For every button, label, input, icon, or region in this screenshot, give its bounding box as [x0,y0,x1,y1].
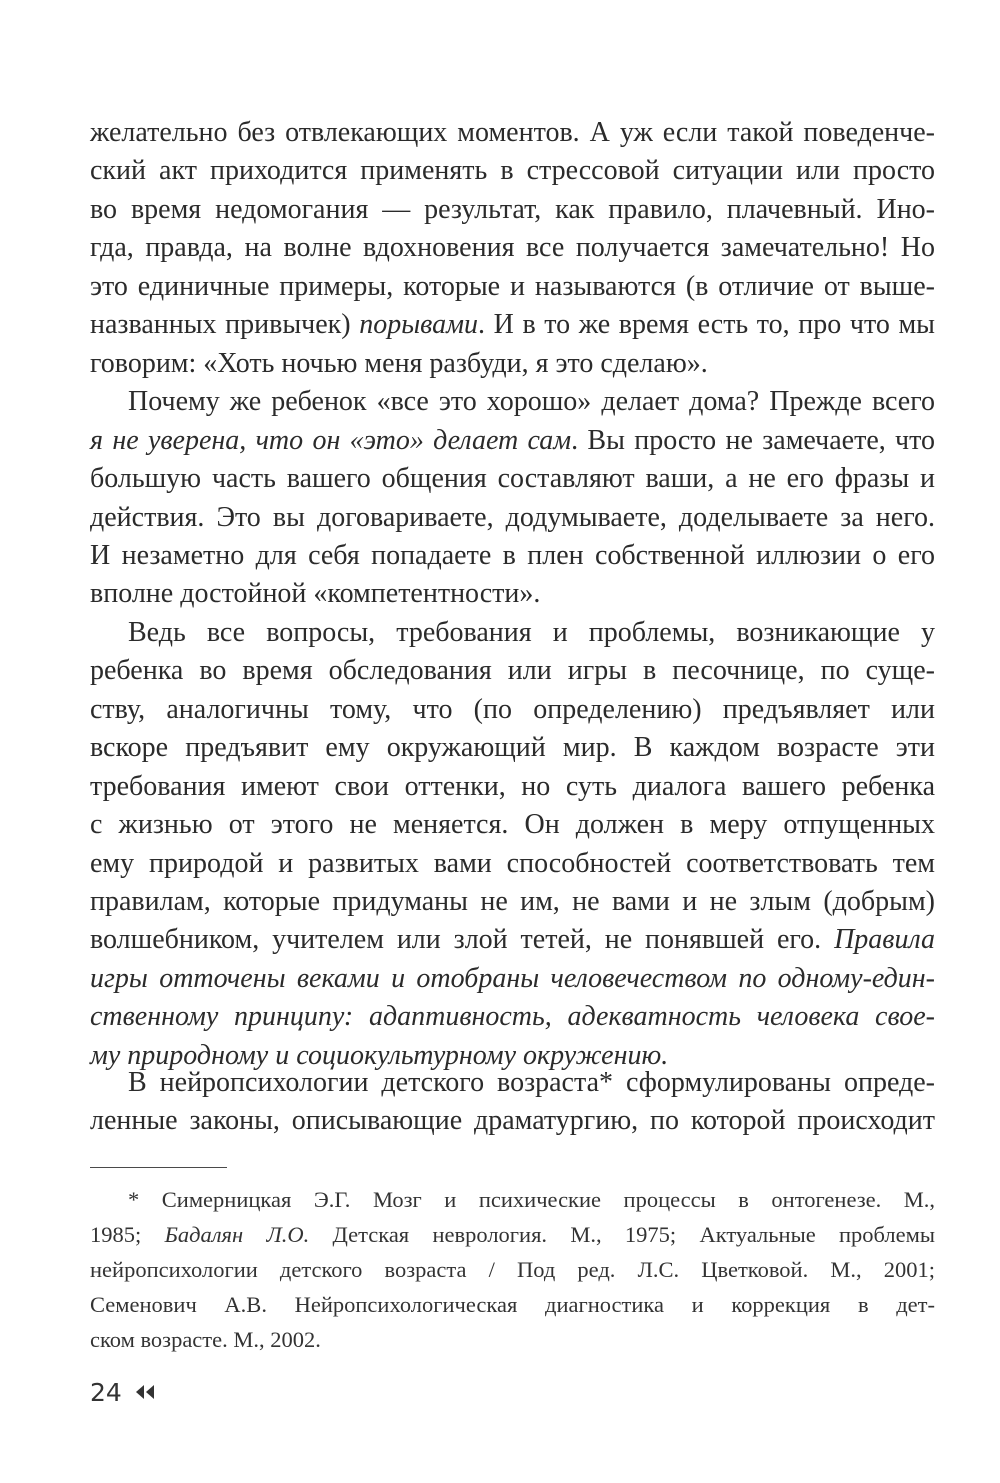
footnote-separator [90,1167,227,1168]
text-line [90,574,935,614]
text-line [90,305,935,345]
text-run: действия. Это вы договариваете, додумываете, доделываете за него. [90,501,935,533]
text-line [128,613,935,653]
text-line [128,1063,935,1103]
italic-text: Бадалян Л.О. [164,1222,310,1247]
text-line [90,344,935,384]
text-line [90,536,935,576]
text-run: желательно без отвлекающих моментов. А уж если такой поведенче- [90,117,935,148]
text-run: 1985; [90,1222,165,1247]
text-line [90,920,935,960]
text-run: ему природой и развитых вами способностей соответствовать тем [90,847,935,879]
text-line [90,728,935,768]
text-run: вскоре предъявит ему окружающий мир. В каждом возрасте эти [90,732,935,764]
text-line [90,228,935,268]
text-run: ленные законы, описывающие драматургию, по которой происходит [90,1105,935,1137]
text-line [90,421,935,461]
text-line [90,151,935,191]
text-run: Ведь все вопросы, требования и проблемы, возникающие у [128,616,935,648]
text-run: ребенка во время обследования или игры в песочнице, по суще- [90,655,935,687]
text-line [90,805,935,845]
double-left-arrow-icon [135,1384,155,1400]
text-run: ский акт приходится применять в стрессовой ситуации или просто [90,155,935,187]
text-run: В нейропсихологии детского возраста* сформулированы опреде- [128,1067,935,1098]
italic-text: Правила [834,924,935,956]
text-run: Почему же ребенок «все это хорошо» делает дома? Прежде всего [128,386,935,418]
text-run: волшебником, учителем или злой тетей, не понявшей его. [90,924,835,956]
text-line [90,767,935,807]
italic-text: ственному принципу: адаптивность, адекватность человека свое- [90,1001,935,1033]
text-line [90,844,935,884]
text-line [90,113,935,153]
text-run: гда, правда, на волне вдохновения все получается замечательно! Но [90,232,935,264]
text-line [90,690,935,730]
italic-text: я не уверена, что он «это» делает сам [90,424,572,456]
text-run: Детская неврология. М., 1975; Актуальные проблемы [309,1222,935,1247]
page-footer [90,1375,155,1409]
text-run: . И в то же время есть то, про что мы [478,309,935,341]
italic-text: игры отточены веками и отобраны человечеством по одному-един- [90,962,935,994]
text-run: это единичные примеры, которые и называются (в отличие от выше- [90,270,935,302]
footnote-line [90,1289,935,1321]
footnote-line [90,1219,935,1251]
text-run: И незаметно для себя попадаете в плен собственной иллюзии о его [90,539,935,571]
text-line [128,382,935,422]
text-run: нейропсихологии детского возраста / Под ред. Л.С. Цветковой. М., 2001; [90,1257,935,1282]
text-line [90,190,935,230]
text-line [90,267,935,307]
text-run: . Вы просто не замечаете, что [571,424,935,456]
italic-text: му природному и социокультурному окружению. [90,1039,669,1071]
footnote-line [128,1184,935,1216]
text-line [90,1101,935,1141]
text-line [90,882,935,922]
text-run: ству, аналогичны тому, что (по определению) предъявляет или [90,693,935,725]
text-run: Семенович А.В. Нейропсихологическая диагностика и коррекция в дет- [90,1292,935,1317]
text-run: правилам, которые придуманы не им, не вами и не злым (добрым) [90,886,935,917]
text-line [90,651,935,691]
text-run: * Симерницкая Э.Г. Мозг и психические процессы в онтогенезе. М., [128,1187,935,1212]
footnote-line [90,1324,935,1356]
text-run: названных привычек) [90,309,360,341]
text-run: говорим: «Хоть ночью меня разбуди, я это сделаю». [90,347,708,379]
text-run: с жизнью от этого не меняется. Он должен в меру отпущенных [90,809,935,841]
text-run: вполне достойной «компетентности». [90,578,541,610]
footnote-line [90,1254,935,1286]
text-line [90,959,935,999]
text-line [90,459,935,499]
page-number: 24 [90,1377,122,1407]
text-run: требования имеют свои оттенки, но суть диалога вашего ребенка [90,770,935,802]
italic-text: порывами [359,309,478,341]
text-line [90,997,935,1037]
text-run: во время недомогания — результат, как правило, плачевный. Ино- [90,193,935,225]
text-line [90,498,935,538]
text-run: ском возрасте. М., 2002. [90,1327,321,1352]
text-run: большую часть вашего общения составляют ваши, а не его фразы и [90,463,935,495]
